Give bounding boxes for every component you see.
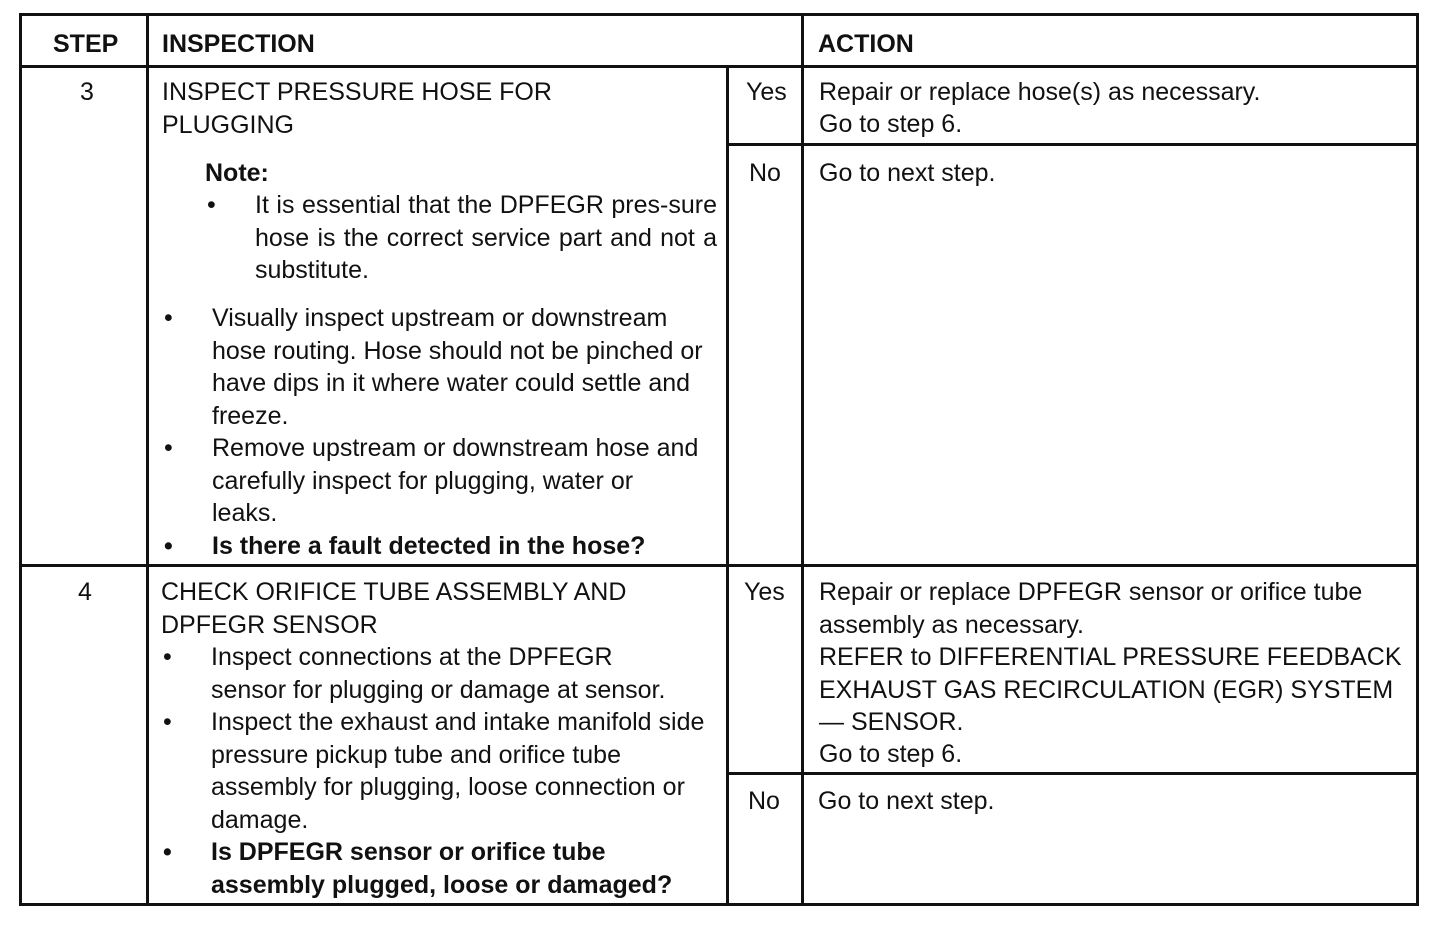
yes-label: Yes [746,78,787,106]
action-column-divider [801,16,804,903]
yes-action-line: REFER to DIFFERENTIAL PRESSURE FEEDBACK EXHAUST GAS RECIRCULATION (EGR) SYSTEM — SENSOR. [819,643,1402,736]
diagnostic-table [19,13,1419,906]
yes-action-line: Go to step 6. [819,110,963,138]
no-label: No [748,787,780,815]
no-action-line: Go to next step. [819,159,996,187]
header-step: STEP [53,30,119,58]
no-action-line: Go to next step. [818,787,995,815]
header-action: ACTION [818,30,914,58]
yes-action-line: Go to step 6. [819,740,963,768]
step-number: 4 [78,578,92,606]
yes-action-line: Repair or replace hose(s) as necessary. [819,78,1261,106]
answer-column-divider [726,65,729,903]
bullet-item: • Inspect connections at the DPFEGR sensor for plugging or damage at sensor. [161,641,671,706]
row-divider [22,564,1416,567]
note-item: • It is essential that the DPFEGR pres-sure hose is the correct service part and not a substitute. [205,189,717,287]
note-list [205,189,717,287]
row4-yes-no-divider [726,772,1416,775]
question-item: • Is there a fault detected in the hose? [162,530,722,563]
step-number: 3 [80,78,94,106]
yes-label: Yes [744,578,785,606]
inspection-bullets [162,302,722,562]
note-label: Note: [205,159,269,187]
yes-action-line: Repair or replace DPFEGR sensor or orifice tube assembly as necessary. [819,578,1363,639]
inspection-title: CHECK ORIFICE TUBE ASSEMBLY AND DPFEGR SENSOR [161,578,627,639]
bullet-item: • Remove upstream or downstream hose and carefully inspect for plugging, water or leaks. [162,432,702,530]
question-item: • Is DPFEGR sensor or orifice tube assembly plugged, loose or damaged? [161,836,681,901]
row3-yes-no-divider [726,143,1416,146]
step-column-divider [146,16,149,903]
no-label: No [749,159,781,187]
bullet-item: • Inspect the exhaust and intake manifold side pressure pickup tube and orifice tube assembly for plugging, loose connection or damage. [161,706,721,836]
inspection-title: INSPECT PRESSURE HOSE FOR PLUGGING [162,78,552,139]
header-inspection: INSPECTION [162,30,315,58]
inspection-bullets [161,641,721,901]
header-divider [22,65,1416,68]
bullet-item: • Visually inspect upstream or downstream hose routing. Hose should not be pinched or have dips in it where water could settle and freeze. [162,302,722,432]
